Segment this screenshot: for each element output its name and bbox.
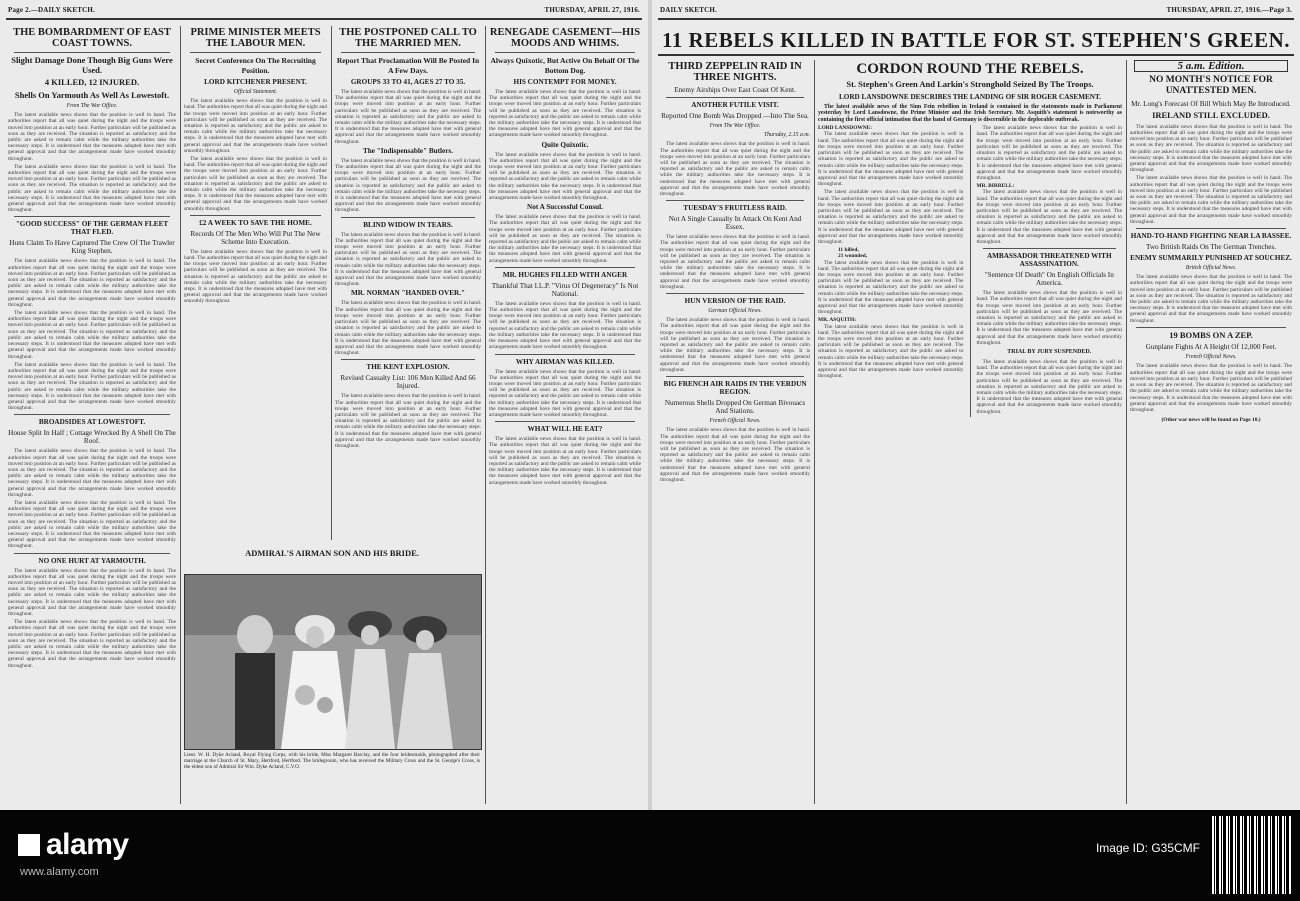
page-2 bbox=[0, 0, 648, 810]
brand-name: alamy bbox=[46, 828, 129, 861]
folio-date: THURSDAY, APRIL 27, 1916. bbox=[544, 6, 640, 14]
body-text: The latest available news shows that the position is well in hand. The authorities report that all was quiet during the night and the troops were moved into position at an early hour. Further particulars will be published as soon as they are received. The situation is reported as satisfactory and the public are asked to remain calm while the military authorities take the necessary steps. It is understood that the measures adopted have met with general approval and that the arrangements made have worked smoothly throughout. bbox=[660, 317, 810, 373]
folio-left: Page 2.—DAILY SKETCH. bbox=[8, 6, 95, 14]
watermark-url: www.alamy.com bbox=[20, 866, 99, 878]
source-line: From The War Office. bbox=[709, 123, 761, 129]
subheadline: WHAT WILL HE EAT? bbox=[527, 425, 603, 434]
body-text: The latest available news shows that the position is well in hand. The authorities report that all was quiet during the night and the troops were moved into position at an early hour. Further particulars will be published as soon as they are received. The situation is reported as satisfactory and the public are asked to remain calm while the military authorities take the necessary steps. It is understood that the measures adopted have met with general approval and that the arrangements made have worked smoothly throughout. bbox=[818, 323, 964, 380]
headline: CORDON ROUND THE REBELS. bbox=[856, 61, 1084, 77]
headline: PRIME MINISTER MEETS THE LABOUR MEN. bbox=[190, 27, 321, 49]
subheadline: HAND-TO-HAND FIGHTING NEAR LA BASSEE. bbox=[1130, 231, 1292, 240]
body-text: The latest available news shows that the position is well in hand. The authorities report that all was quiet during the night and the troops were moved into position at an early hour. Further particulars will be published as soon as they are received. The situation is reported as satisfactory and the public are asked to remain calm while the military authorities take the necessary steps. It is understood that the measures adopted have met with general approval and that the arrangements made have worked smoothly throughout. bbox=[335, 157, 481, 214]
deck: Secret Conference On The Recruiting Position. bbox=[195, 56, 316, 75]
deck: Mr. Long's Forecast Of Bill Which May Be Introduced. bbox=[1131, 100, 1291, 109]
deck: St. Stephen's Green And Larkin's Stronghold Seized By The Troops. bbox=[846, 79, 1094, 89]
body-text: The latest available news shows that the position is well in hand. The authorities report that all was quiet during the night and the troops were moved into position at an early hour. Further particulars will be published as soon as they are received. The situation is reported as satisfactory and the public are asked to remain calm while the military authorities take the necessary steps. It is understood that the measures adopted have met with general approval and that the arrangements made have worked smoothly throughout. bbox=[489, 436, 641, 486]
casualty-figure: 4 KILLED, 12 INJURED. bbox=[44, 77, 140, 87]
body-text: The latest available news shows that the position is well in hand. The authorities report that all was quiet during the night and the troops were moved into position at an early hour. Further particulars will be published as soon as they are received. The situation is reported as satisfactory and the public are asked to remain calm while the military authorities take the necessary steps. It is understood that the measures adopted have met with general approval and that the arrangements made have worked smoothly throughout. bbox=[8, 361, 176, 412]
subheadline: The "Indispensable" Butlers. bbox=[362, 146, 454, 155]
body-text: The latest available news shows that the position is well in hand. The authorities report that all was quiet during the night and the troops were moved into position at an early hour. Further particulars will be published as soon as they are received. The situation is reported as satisfactory and the public are asked to remain calm while the military authorities take the necessary steps. It is understood that the measures adopted have met with general approval and that the arrangements made have worked smoothly throughout. bbox=[818, 259, 964, 316]
body-text: The latest available news shows that the position is well in hand. The authorities report that all was quiet during the night and the troops were moved into position at an early hour. Further particulars will be published as soon as they are received. The situation is reported as satisfactory and the public are asked to remain calm while the military authorities take the necessary steps. It is understood that the measures adopted have met with general approval and that the arrangements made have worked smoothly throughout. bbox=[335, 393, 481, 449]
kicker: ANOTHER FUTILE VISIT. bbox=[691, 101, 779, 109]
lede: The latest available news of the Sinn Fein rebellion in Ireland is contained in the statements made in Parliament yesterday by Lord Lansdowne, the Prime Minister and the Irish Secretary. Mr. Asquith's statement is noteworthy as containing the first official intimation that the hand of Germany is discernible in the deplorable outbreak. bbox=[818, 103, 1122, 123]
source-line: British Official News. bbox=[1185, 264, 1237, 271]
page-3 bbox=[652, 0, 1300, 810]
body-text: The latest available news shows that the position is well in hand. The authorities report that all was quiet during the night and the troops were moved into position at an early hour. Further particulars will be published as soon as they are received. The situation is reported as satisfactory and the public are asked to remain calm while the military authorities take the necessary steps. It is understood that the measures adopted have met with general approval and that the arrangements made have worked smoothly throughout. bbox=[335, 231, 481, 288]
banner-headline: 11 REBELS KILLED IN BATTLE FOR ST. STEPHEN'S GREEN. bbox=[661, 28, 1291, 52]
source-line: French Official News. bbox=[1185, 354, 1237, 361]
deck: Gunplane Fights At A Height Of 12,000 Feet. bbox=[1145, 343, 1277, 352]
body-text: The latest available news shows that the position is well in hand. The authorities report that all was quiet during the night and the troops were moved into position at an early hour. Further particulars will be published as soon as they are received. The situation is reported as satisfactory and the public are asked to remain calm while the military authorities take the necessary steps. It is understood that the measures adopted have met with general approval and that the arrangements made have worked smoothly throughout. bbox=[1130, 123, 1292, 174]
body-text: The latest available news shows that the position is well in hand. The authorities report that all was quiet during the night and the troops were moved into position at an early hour. Further particulars will be published as soon as they are received. The situation is reported as satisfactory and the public are asked to remain calm while the military authorities take the necessary steps. It is understood that the measures adopted have met with general approval and that the arrangements made have worked smoothly throughout. bbox=[8, 499, 176, 550]
killed-count: 11 killed, bbox=[838, 247, 859, 254]
body-text: The latest available news shows that the position is well in hand. The authorities report that all was quiet during the night and the troops were moved into position at an early hour. Further particulars will be published as soon as they are received. The situation is reported as satisfactory and the public are asked to remain calm while the military authorities take the necessary steps. It is understood that the measures adopted have met with general approval and that the arrangements made have worked smoothly throughout. bbox=[8, 567, 176, 617]
headline: THE BOMBARDMENT OF EAST COAST TOWNS. bbox=[13, 27, 171, 49]
body-text: The latest available news shows that the position is well in hand. The authorities report that all was quiet during the night and the troops were moved into position at an early hour. Further particulars will be published as soon as they are received. The situation is reported as satisfactory and the public are asked to remain calm while the military authorities take the necessary steps. It is understood that the measures adopted have met with general approval and that the arrangements made have worked smoothly throughout. bbox=[489, 300, 641, 351]
deck: Always Quixotic, But Active On Behalf Of The Bottom Dog. bbox=[490, 56, 640, 75]
subheadline: Not A Successful Consul. bbox=[527, 203, 603, 212]
photo-caption: Lieut. W. H. Dyke Acland, Royal Flying Corps, with his bride, Miss Margaret Barclay, and the four bridesmaids, photographed after their marriage at the Church of St. Mary, Hertford, Hertford. The bridegroom, who has received the Military Cross and the St. George's Cross, is the eldest son of Admiral Sir Wm. Dyke Acland, C.V.O. bbox=[184, 752, 480, 770]
body-text: The latest available news shows that the position is well in hand. The authorities report that all was quiet during the night and the troops were moved into position at an early hour. Further particulars will be published as soon as they are received. The situation is reported as satisfactory and the public are asked to remain calm while the military authorities take the necessary steps. It is understood that the measures adopted have met with general approval and that the arrangements made have worked smoothly throughout. bbox=[1130, 363, 1292, 413]
body-text: The latest available news shows that the position is well in hand. The authorities report that all was quiet during the night and the troops were moved into position at an early hour. Further particulars will be published as soon as they are received. The situation is reported as satisfactory and the public are asked to remain calm while the military authorities take the necessary steps. It is understood that the measures adopted have met with general approval and that the arrangements made have worked smoothly throughout. bbox=[184, 248, 327, 305]
body-text: The latest available news shows that the position is well in hand. The authorities report that all was quiet during the night and the troops were moved into position at an early hour. Further particulars will be published as soon as they are received. The situation is reported as satisfactory and the public are asked to remain calm while the military authorities take the necessary steps. It is understood that the measures adopted have met with general approval and that the arrangements made have worked smoothly throughout. bbox=[335, 300, 481, 357]
body-text: The latest available news shows that the position is well in hand. The authorities report that all was quiet during the night and the troops were moved into position at an early hour. Further particulars will be published as soon as they are received. The situation is reported as satisfactory and the public are asked to remain calm while the military authorities take the necessary steps. It is understood that the measures adopted have met with general approval and that the arrangements made have worked smoothly throughout. bbox=[1130, 274, 1292, 324]
banner-rule bbox=[658, 54, 1294, 56]
body-text: The latest available news shows that the position is well in hand. The authorities report that all was quiet during the night and the troops were moved into position at an early hour. Further particulars will be published as soon as they are received. The situation is reported as satisfactory and the public are asked to remain calm while the military authorities take the necessary steps. It is understood that the measures adopted have met with general approval and that the arrangements made have worked smoothly throughout. bbox=[660, 141, 810, 198]
subheadline: Quite Quixotic. bbox=[541, 140, 589, 149]
subheadline: TUESDAY'S FRUITLESS RAID. bbox=[683, 204, 787, 213]
headline: THIRD ZEPPELIN RAID IN THREE NIGHTS. bbox=[668, 61, 802, 83]
deck: House Split In Half ; Cottage Wrecked By A Shell On The Roof. bbox=[8, 429, 176, 446]
kicker: LORD KITCHENER PRESENT. bbox=[204, 78, 307, 86]
deck: Numerous Shells Dropped On German Bivouacs And Stations. bbox=[664, 399, 806, 416]
body-text: The latest available news shows that the position is well in hand. The authorities report that all was quiet during the night and the troops were moved into position at an early hour. Further particulars will be published as soon as they are received. The situation is reported as satisfactory and the public are asked to remain calm while the military authorities take the necessary steps. It is understood that the measures adopted have met with general approval and that the arrangements made have worked smoothly throughout. bbox=[1130, 175, 1292, 225]
body-text: The latest available news shows that the position is well in hand. The authorities report that all was quiet during the night and the troops were moved into position at an early hour. Further particulars will be published as soon as they are received. The situation is reported as satisfactory and the public are asked to remain calm while the military authorities take the necessary steps. It is understood that the measures adopted have met with general approval and that the arrangements made have worked smoothly throughout. bbox=[8, 258, 176, 308]
footnote: (Other war news will be found on Page 10.) bbox=[1161, 417, 1261, 424]
folio-date: THURSDAY, APRIL 27, 1916.—Page 3. bbox=[1166, 6, 1292, 14]
kicker: LORD LANSDOWNE DESCRIBES THE LANDING OF SIR ROGER CASEMENT. bbox=[838, 92, 1102, 101]
edition-box: 5 a.m. Edition. bbox=[1134, 60, 1288, 72]
body-text: The latest available news shows that the position is well in hand. The authorities report that all was quiet during the night and the troops were moved into position at an early hour. Further particulars will be published as soon as they are received. The situation is reported as satisfactory and the public are asked to remain calm while the military authorities take the necessary steps. It is understood that the measures adopted have met with general approval and that the arrangements made have worked smoothly throughout. bbox=[976, 125, 1122, 181]
body-text: The latest available news shows that the position is well in hand. The authorities report that all was quiet during the night and the troops were moved into position at an early hour. Further particulars will be published as soon as they are received. The situation is reported as satisfactory and the public are asked to remain calm while the military authorities take the necessary steps. It is understood that the measures adopted have met with general approval and that the arrangements made have worked smoothly throughout. bbox=[660, 427, 810, 483]
wedding-photo bbox=[184, 574, 482, 750]
body-text: The latest available news shows that the position is well in hand. The authorities report that all was quiet during the night and the troops were moved into position at an early hour. Further particulars will be published as soon as they are received. The situation is reported as satisfactory and the public are asked to remain calm while the military authorities take the necessary steps. It is understood that the measures adopted have met with general approval and that the arrangements made have worked smoothly throughout. bbox=[976, 290, 1122, 346]
article-zeppelin bbox=[660, 60, 810, 804]
kicker: HIS CONTEMPT FOR MONEY. bbox=[513, 78, 617, 86]
top-rule bbox=[658, 18, 1294, 20]
deck: Report That Proclamation Will Be Posted In A Few Days. bbox=[336, 56, 480, 75]
subheadline: IRELAND STILL EXCLUDED. bbox=[1152, 110, 1270, 121]
deck: Reported One Bomb Was Dropped —Into The Sea. bbox=[661, 112, 809, 120]
subheadline: ENEMY SUMMARILY PUNISHED AT SOUCHEZ. bbox=[1130, 253, 1292, 262]
subheadline: 19 BOMBS ON A ZEP. bbox=[1169, 329, 1253, 340]
source-line: Official Statement. bbox=[233, 89, 278, 95]
article-casement bbox=[489, 26, 641, 804]
deck: Records Of The Men Who Will Put The New Scheme Into Execution. bbox=[190, 229, 321, 246]
article-latest-edition bbox=[1130, 60, 1292, 804]
deck: Thankful That I.L.P. "Virus Of Degeneracy" Is Not National. bbox=[491, 281, 639, 298]
body-text: The latest available news shows that the position is well in hand. The authorities report that all was quiet during the night and the troops were moved into position at an early hour. Further particulars will be published as soon as they are received. The situation is reported as satisfactory and the public are asked to remain calm while the military authorities take the necessary steps. It is understood that the measures adopted have met with general approval and that the arrangements made have worked smoothly throughout. bbox=[8, 163, 176, 214]
body-text: The latest available news shows that the position is well in hand. The authorities report that all was quiet during the night and the troops were moved into position at an early hour. Further particulars will be published as soon as they are received. The situation is reported as satisfactory and the public are asked to remain calm while the military authorities take the necessary steps. It is understood that the measures adopted have met with general approval and that the arrangements made have worked smoothly throughout. bbox=[184, 98, 327, 154]
barcode-icon bbox=[1212, 816, 1292, 894]
deck: Not A Single Casualty In Attack On Kent And Essex. bbox=[668, 215, 802, 232]
headline: THE POSTPONED CALL TO THE MARRIED MEN. bbox=[339, 27, 477, 49]
body-text: The latest available news shows that the position is well in hand. The authorities report that all was quiet during the night and the troops were moved into position at an early hour. Further particulars will be published as soon as they are received. The situation is reported as satisfactory and the public are asked to remain calm while the military authorities take the necessary steps. It is understood that the measures adopted have met with general approval and that the arrangements made have worked smoothly throughout. bbox=[976, 189, 1122, 245]
deck: Slight Damage Done Though Big Guns Were Used. bbox=[11, 55, 173, 75]
body-text: The latest available news shows that the position is well in hand. The authorities report that all was quiet during the night and the troops were moved into position at an early hour. Further particulars will be published as soon as they are received. The situation is reported as satisfactory and the public are asked to remain calm while the military authorities take the necessary steps. It is understood that the measures adopted have met with general approval and that the arrangements made have worked smoothly throughout. bbox=[976, 358, 1122, 415]
speaker-label: LORD LANSDOWNE: bbox=[818, 125, 873, 132]
subheadline: BROADSIDES AT LOWESTOFT. bbox=[38, 418, 146, 427]
body-text: The latest available news shows that the position is well in hand. The authorities report that all was quiet during the night and the troops were moved into position at an early hour. Further particulars will be published as soon as they are received. The situation is reported as satisfactory and the public are asked to remain calm while the military authorities take the necessary steps. It is understood that the measures adopted have met with general approval and that the arrangements made have worked smoothly throughout. bbox=[8, 310, 176, 360]
body-text: The latest available news shows that the position is well in hand. The authorities report that all was quiet during the night and the troops were moved into position at an early hour. Further particulars will be published as soon as they are received. The situation is reported as satisfactory and the public are asked to remain calm while the military authorities take the necessary steps. It is understood that the measures adopted have met with general approval and that the arrangements made have worked smoothly throughout. bbox=[184, 156, 327, 212]
body-text: The latest available news shows that the position is well in hand. The authorities report that all was quiet during the night and the troops were moved into position at an early hour. Further particulars will be published as soon as they are received. The situation is reported as satisfactory and the public are asked to remain calm while the military authorities take the necessary steps. It is understood that the measures adopted have met with general approval and that the arrangements made have worked smoothly throughout. bbox=[489, 214, 641, 264]
headline: NO MONTH'S NOTICE FOR UNATTESTED MEN. bbox=[1149, 75, 1273, 97]
dateline: Thursday, 2.15 a.m. bbox=[763, 132, 810, 139]
subheadline: "GOOD SUCCESS" OF THE GERMAN FLEET THAT FLED. bbox=[15, 220, 169, 237]
watermark-logo bbox=[18, 828, 129, 862]
deck: Shells On Yarmouth As Well As Lowestoft. bbox=[14, 89, 170, 100]
kicker: GROUPS 33 TO 41, AGES 27 TO 35. bbox=[350, 78, 466, 86]
photo-title: ADMIRAL'S AIRMAN SON AND HIS BRIDE. bbox=[245, 548, 419, 558]
headline: RENEGADE CASEMENT—HIS MOODS AND WHIMS. bbox=[489, 27, 641, 49]
source-line: German Official News. bbox=[708, 308, 762, 315]
source-line: From The War Office. bbox=[66, 103, 118, 109]
column-rule bbox=[1126, 60, 1127, 804]
subheadline: THE KENT EXPLOSION. bbox=[366, 363, 450, 372]
subheadline: £2 A WEEK TO SAVE THE HOME. bbox=[199, 218, 312, 227]
image-id: Image ID: G35CMF bbox=[1095, 841, 1200, 855]
subheadline: TRIAL BY JURY SUSPENDED. bbox=[1007, 348, 1092, 355]
subheadline: MR. NORMAN "HANDED OVER." bbox=[351, 289, 465, 298]
subheadline: NO ONE HURT AT YARMOUTH. bbox=[38, 556, 146, 565]
body-text: The latest available news shows that the position is well in hand. The authorities report that all was quiet during the night and the troops were moved into position at an early hour. Further particulars will be published as soon as they are received. The situation is reported as satisfactory and the public are asked to remain calm while the military authorities take the necessary steps. It is understood that the measures adopted have met with general approval and that the arrangements made have worked smoothly throughout. bbox=[489, 89, 641, 139]
column-rule bbox=[485, 26, 486, 804]
speaker-label: MR. BIRRELL: bbox=[976, 183, 1015, 190]
subheadline: HUN VERSION OF THE RAID. bbox=[684, 297, 786, 306]
source-line: French Official News. bbox=[709, 418, 761, 425]
body-text: The latest available news shows that the position is well in hand. The authorities report that all was quiet during the night and the troops were moved into position at an early hour. Further particulars will be published as soon as they are received. The situation is reported as satisfactory and the public are asked to remain calm while the military authorities take the necessary steps. It is understood that the measures adopted have met with general approval and that the arrangements made have worked smoothly throughout. bbox=[335, 89, 481, 145]
wounded-count: 21 wounded, bbox=[838, 253, 868, 260]
body-text: The latest available news shows that the position is well in hand. The authorities report that all was quiet during the night and the troops were moved into position at an early hour. Further particulars will be published as soon as they are received. The situation is reported as satisfactory and the public are asked to remain calm while the military authorities take the necessary steps. It is understood that the measures adopted have met with general approval and that the arrangements made have worked smoothly throughout. bbox=[818, 189, 964, 245]
subheadline: WHY AIRMAN WAS KILLED. bbox=[515, 357, 615, 366]
body-text: The latest available news shows that the position is well in hand. The authorities report that all was quiet during the night and the troops were moved into position at an early hour. Further particulars will be published as soon as they are received. The situation is reported as satisfactory and the public are asked to remain calm while the military authorities take the necessary steps. It is understood that the measures adopted have met with general approval and that the arrangements made have worked smoothly throughout. bbox=[8, 619, 176, 669]
column-rule bbox=[180, 26, 181, 804]
article-bombardment bbox=[8, 26, 176, 804]
deck: Huns Claim To Have Captured The Crew Of The Trawler King Stephen. bbox=[9, 239, 175, 256]
article-cordon bbox=[818, 60, 1122, 804]
column-rule bbox=[814, 60, 815, 804]
deck: Two British Raids On The German Trenches. bbox=[1145, 242, 1277, 251]
body-text: The latest available news shows that the position is well in hand. The authorities report that all was quiet during the night and the troops were moved into position at an early hour. Further particulars will be published as soon as they are received. The situation is reported as satisfactory and the public are asked to remain calm while the military authorities take the necessary steps. It is understood that the measures adopted have met with general approval and that the arrangements made have worked smoothly throughout. bbox=[489, 368, 641, 418]
top-rule bbox=[6, 18, 642, 20]
logo-square-icon bbox=[18, 834, 40, 856]
body-text: The latest available news shows that the position is well in hand. The authorities report that all was quiet during the night and the troops were moved into position at an early hour. Further particulars will be published as soon as they are received. The situation is reported as satisfactory and the public are asked to remain calm while the military authorities take the necessary steps. It is understood that the measures adopted have met with general approval and that the arrangements made have worked smoothly throughout. bbox=[489, 151, 641, 202]
deck: Enemy Airships Over East Coast Of Kent. bbox=[674, 86, 796, 94]
subheadline: BLIND WIDOW IN TEARS. bbox=[363, 220, 453, 229]
deck: "Sentence Of Death" On English Officials In America. bbox=[984, 271, 1114, 288]
subheadline: MR. HUGHES FILLED WITH ANGER bbox=[502, 270, 628, 279]
deck: Revised Casualty List: 106 Men Killed And 66 Injured. bbox=[340, 374, 476, 391]
subheadline: AMBASSADOR THREATENED WITH ASSASSINATION. bbox=[986, 252, 1112, 269]
subheadline: BIG FRENCH AIR RAIDS IN THE VERDUN REGION. bbox=[663, 380, 807, 397]
body-text: The latest available news shows that the position is well in hand. The authorities report that all was quiet during the night and the troops were moved into position at an early hour. Further particulars will be published as soon as they are received. The situation is reported as satisfactory and the public are asked to remain calm while the military authorities take the necessary steps. It is understood that the measures adopted have met with general approval and that the arrangements made have worked smoothly throughout. bbox=[818, 131, 964, 188]
folio-left: DAILY SKETCH. bbox=[660, 6, 717, 14]
body-text: The latest available news shows that the position is well in hand. The authorities report that all was quiet during the night and the troops were moved into position at an early hour. Further particulars will be published as soon as they are received. The situation is reported as satisfactory and the public are asked to remain calm while the military authorities take the necessary steps. It is understood that the measures adopted have met with general approval and that the arrangements made have worked smoothly throughout. bbox=[660, 234, 810, 290]
speaker-label: MR. ASQUITH: bbox=[818, 317, 857, 324]
body-text: The latest available news shows that the position is well in hand. The authorities report that all was quiet during the night and the troops were moved into position at an early hour. Further particulars will be published as soon as they are received. The situation is reported as satisfactory and the public are asked to remain calm while the military authorities take the necessary steps. It is understood that the measures adopted have met with general approval and that the arrangements made have worked smoothly throughout. bbox=[8, 112, 176, 162]
body-text: The latest available news shows that the position is well in hand. The authorities report that all was quiet during the night and the troops were moved into position at an early hour. Further particulars will be published as soon as they are received. The situation is reported as satisfactory and the public are asked to remain calm while the military authorities take the necessary steps. It is understood that the measures adopted have met with general approval and that the arrangements made have worked smoothly throughout. bbox=[8, 448, 176, 498]
